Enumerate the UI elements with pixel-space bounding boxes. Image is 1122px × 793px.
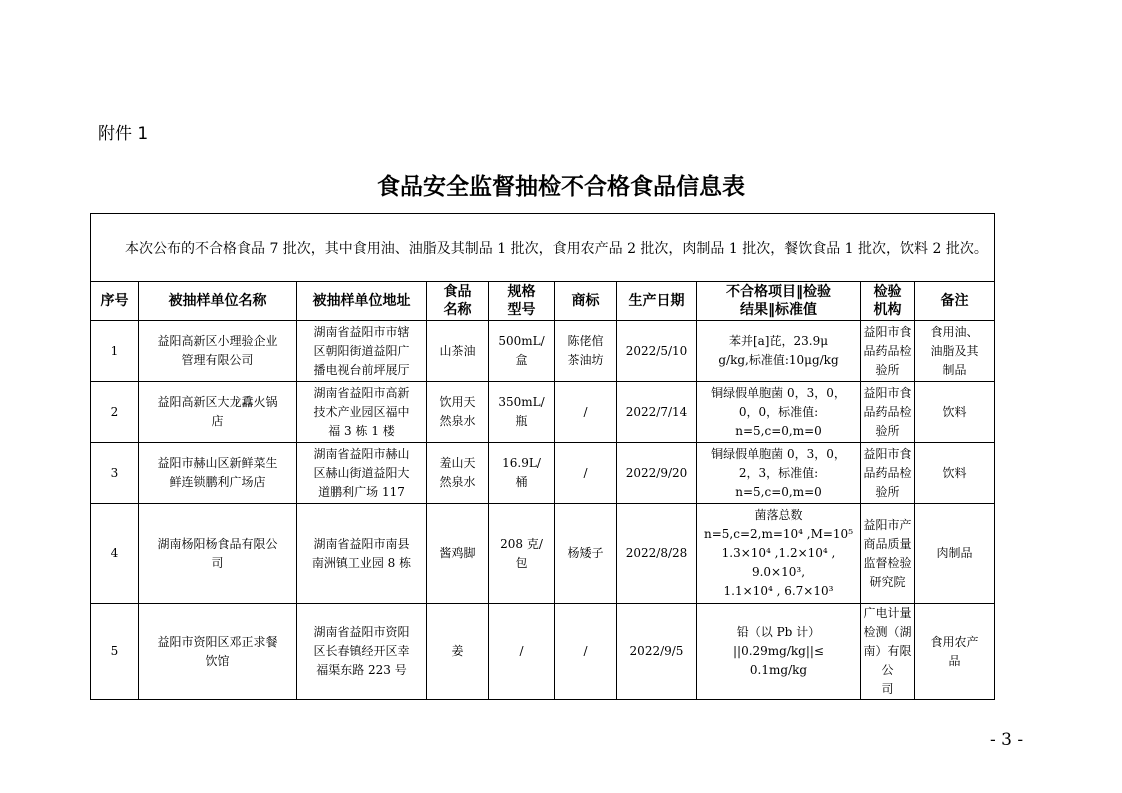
summary-text: 本次公布的不合格食品 7 批次，其中食用油、油脂及其制品 1 批次，食用农产品 2 批次，肉制品 1 批次，餐饮食品 1 批次，饮料 2 批次。	[125, 240, 988, 257]
line: 品药品检	[863, 465, 912, 480]
line: 羞山天	[439, 456, 476, 470]
cell-unit-addr	[297, 443, 427, 504]
header-agency-line: 机构	[873, 302, 902, 318]
line: 1.1×10⁴ , 6.7×10³	[723, 584, 834, 598]
line: 南）有限公	[863, 644, 912, 677]
header-note: 备注	[915, 282, 995, 321]
line: 验所	[875, 423, 900, 438]
cell-note	[915, 443, 995, 504]
line: 广电计量	[863, 606, 912, 620]
cell-unit-addr	[297, 504, 427, 604]
table-row	[91, 321, 995, 382]
cell-agency	[861, 604, 915, 700]
cell-unit-name	[139, 443, 297, 504]
line: 苯并[a]芘，23.9μ	[728, 334, 829, 348]
line: 区赫山街道益阳大	[313, 465, 410, 480]
summary-cell	[91, 214, 995, 282]
cell-unit-name	[139, 382, 297, 443]
line: 500mL/	[498, 334, 545, 348]
line: n=5,c=0,m=0	[735, 484, 822, 499]
line: 益阳市食	[863, 385, 912, 400]
line: ||0.29mg/kg||≤	[732, 644, 824, 658]
line: 司	[881, 682, 894, 696]
line: 监督检验	[863, 555, 912, 570]
cell-date: 2022/5/10	[617, 321, 697, 382]
header-agency	[861, 282, 915, 321]
line: 盒	[515, 353, 528, 367]
line: 饮料	[942, 465, 967, 480]
line: 桶	[515, 475, 528, 489]
line: 研究院	[869, 574, 906, 589]
header-item-line: 不合格项目‖检验	[726, 284, 831, 300]
line: 208 克/	[500, 536, 543, 551]
line: 福 3 栋 1 楼	[328, 423, 395, 438]
line: 湖南省益阳市资阳	[313, 625, 410, 639]
table-row	[91, 504, 995, 604]
cell-no: 1	[91, 321, 139, 382]
line: 品药品检	[863, 343, 912, 358]
header-spec	[489, 282, 555, 321]
cell-brand	[555, 504, 617, 604]
cell-note	[915, 604, 995, 700]
cell-food-name	[427, 443, 489, 504]
line: 油脂及其	[930, 343, 979, 358]
line: 包	[515, 555, 528, 570]
line: 湖南杨阳杨食品有限公	[157, 536, 278, 551]
attachment-label: 附件 1	[98, 124, 149, 144]
cell-date: 2022/9/20	[617, 443, 697, 504]
cell-food-name	[427, 382, 489, 443]
cell-no: 4	[91, 504, 139, 604]
line: 饮用天	[439, 395, 476, 409]
cell-brand	[555, 604, 617, 700]
line: 然泉水	[439, 414, 476, 428]
line: 道鹏利广场 117	[318, 484, 405, 499]
cell-agency	[861, 443, 915, 504]
line: 区长春镇经开区幸	[313, 644, 410, 658]
header-row	[91, 282, 995, 321]
line: 2，3，标准值:	[738, 465, 819, 480]
info-table	[90, 213, 995, 700]
cell-food-name	[427, 604, 489, 700]
cell-item	[697, 382, 861, 443]
header-date: 生产日期	[617, 282, 697, 321]
page-title: 食品安全监督抽检不合格食品信息表	[377, 174, 745, 200]
header-food-name	[427, 282, 489, 321]
line: 姜	[451, 644, 464, 658]
line: 食用油、	[930, 324, 979, 339]
line: 山茶油	[439, 343, 476, 358]
line: /	[583, 404, 588, 419]
line: 16.9L/	[502, 456, 541, 470]
line: /	[583, 644, 588, 658]
line: 湖南省益阳市高新	[313, 385, 410, 400]
cell-date: 2022/7/14	[617, 382, 697, 443]
line: 菌落总数	[754, 508, 803, 522]
line: 福渠东路 223 号	[316, 663, 407, 677]
cell-no: 2	[91, 382, 139, 443]
line: 铜绿假单胞菌 0，3，0，	[711, 446, 846, 461]
line: 益阳市产	[863, 517, 912, 532]
cell-brand	[555, 321, 617, 382]
line: 酱鸡脚	[439, 546, 476, 560]
cell-unit-addr	[297, 321, 427, 382]
line: 铅（以 Pb 计）	[736, 625, 821, 639]
line: 商品质量	[863, 536, 912, 551]
line: 播电视台前坪展厅	[313, 362, 410, 377]
line: 益阳市食	[863, 324, 912, 339]
cell-unit-name	[139, 604, 297, 700]
line: 然泉水	[439, 475, 476, 489]
line: 益阳市赫山区新鲜菜生	[157, 456, 278, 470]
line: 饮馆	[205, 653, 230, 668]
line: n=5,c=0,m=0	[735, 423, 822, 438]
cell-item	[697, 443, 861, 504]
line: 品	[948, 653, 961, 668]
line: 1.3×10⁴ ,1.2×10⁴ ,	[721, 546, 836, 560]
line: 杨矮子	[567, 546, 604, 560]
table-row	[91, 382, 995, 443]
header-agency-line: 检验	[873, 284, 902, 300]
cell-spec	[489, 382, 555, 443]
cell-note	[915, 321, 995, 382]
line: 验所	[875, 362, 900, 377]
cell-unit-addr	[297, 604, 427, 700]
cell-spec	[489, 504, 555, 604]
line: 湖南省益阳市南县	[313, 536, 410, 551]
cell-item	[697, 504, 861, 604]
header-item	[697, 282, 861, 321]
line: 肉制品	[936, 546, 973, 560]
line: 技术产业园区福中	[313, 404, 410, 419]
cell-brand	[555, 443, 617, 504]
header-spec-line: 型号	[507, 302, 536, 318]
header-unit-name: 被抽样单位名称	[139, 282, 297, 321]
line: 0.1mg/kg	[749, 663, 808, 677]
table-row	[91, 604, 995, 700]
header-food-name-line: 食品	[443, 284, 472, 300]
cell-spec	[489, 604, 555, 700]
line: 瓶	[515, 414, 528, 428]
line: 区朝阳街道益阳广	[313, 343, 410, 358]
line: 管理有限公司	[181, 353, 254, 367]
line: 食用农产	[930, 634, 979, 649]
line: 湖南省益阳市市辖	[313, 324, 410, 339]
line: 9.0×10³,	[751, 565, 806, 579]
cell-agency	[861, 321, 915, 382]
cell-date: 2022/9/5	[617, 604, 697, 700]
line: 0，0，标准值:	[738, 404, 819, 419]
cell-spec	[489, 443, 555, 504]
cell-item	[697, 321, 861, 382]
line: 铜绿假单胞菌 0，3，0，	[711, 385, 846, 400]
cell-food-name	[427, 504, 489, 604]
cell-no: 5	[91, 604, 139, 700]
line: n=5,c=2,m=10⁴ ,M=10⁵	[703, 527, 854, 541]
cell-no: 3	[91, 443, 139, 504]
cell-note	[915, 382, 995, 443]
line: 益阳市食	[863, 446, 912, 461]
line: 品药品检	[863, 404, 912, 419]
line: 验所	[875, 484, 900, 499]
header-unit-addr: 被抽样单位地址	[297, 282, 427, 321]
line: 饮料	[942, 404, 967, 419]
cell-brand	[555, 382, 617, 443]
cell-unit-addr	[297, 382, 427, 443]
cell-agency	[861, 382, 915, 443]
line: 司	[211, 555, 224, 570]
line: 益阳高新区大龙馫火锅	[157, 395, 278, 409]
header-no: 序号	[91, 282, 139, 321]
header-food-name-line: 名称	[443, 302, 472, 318]
cell-unit-name	[139, 321, 297, 382]
header-spec-line: 规格	[507, 284, 536, 300]
line: 鲜连锁鹏利广场店	[169, 475, 266, 489]
line: 茶油坊	[567, 353, 604, 367]
line: 南洲镇工业园 8 栋	[311, 555, 412, 570]
header-item-line: 结果‖标准值	[740, 302, 817, 318]
line: 制品	[942, 362, 967, 377]
cell-date: 2022/8/28	[617, 504, 697, 604]
cell-food-name	[427, 321, 489, 382]
line: 益阳高新区小理验企业	[157, 334, 278, 348]
line: 检测（湖	[863, 625, 912, 639]
table-row	[91, 443, 995, 504]
header-brand: 商标	[555, 282, 617, 321]
line: 店	[211, 414, 224, 428]
cell-item	[697, 604, 861, 700]
line: g/kg,标准值:10μg/kg	[718, 353, 839, 367]
line: 湖南省益阳市赫山	[313, 446, 410, 461]
line: /	[583, 465, 588, 480]
cell-spec	[489, 321, 555, 382]
line: 陈佬倌	[567, 334, 604, 348]
line: 益阳市资阳区邓正求餐	[157, 634, 278, 649]
line: /	[519, 644, 524, 658]
page-number: - 3 -	[990, 730, 1024, 750]
cell-agency	[861, 504, 915, 604]
cell-unit-name	[139, 504, 297, 604]
line: 350mL/	[498, 395, 545, 409]
cell-note	[915, 504, 995, 604]
